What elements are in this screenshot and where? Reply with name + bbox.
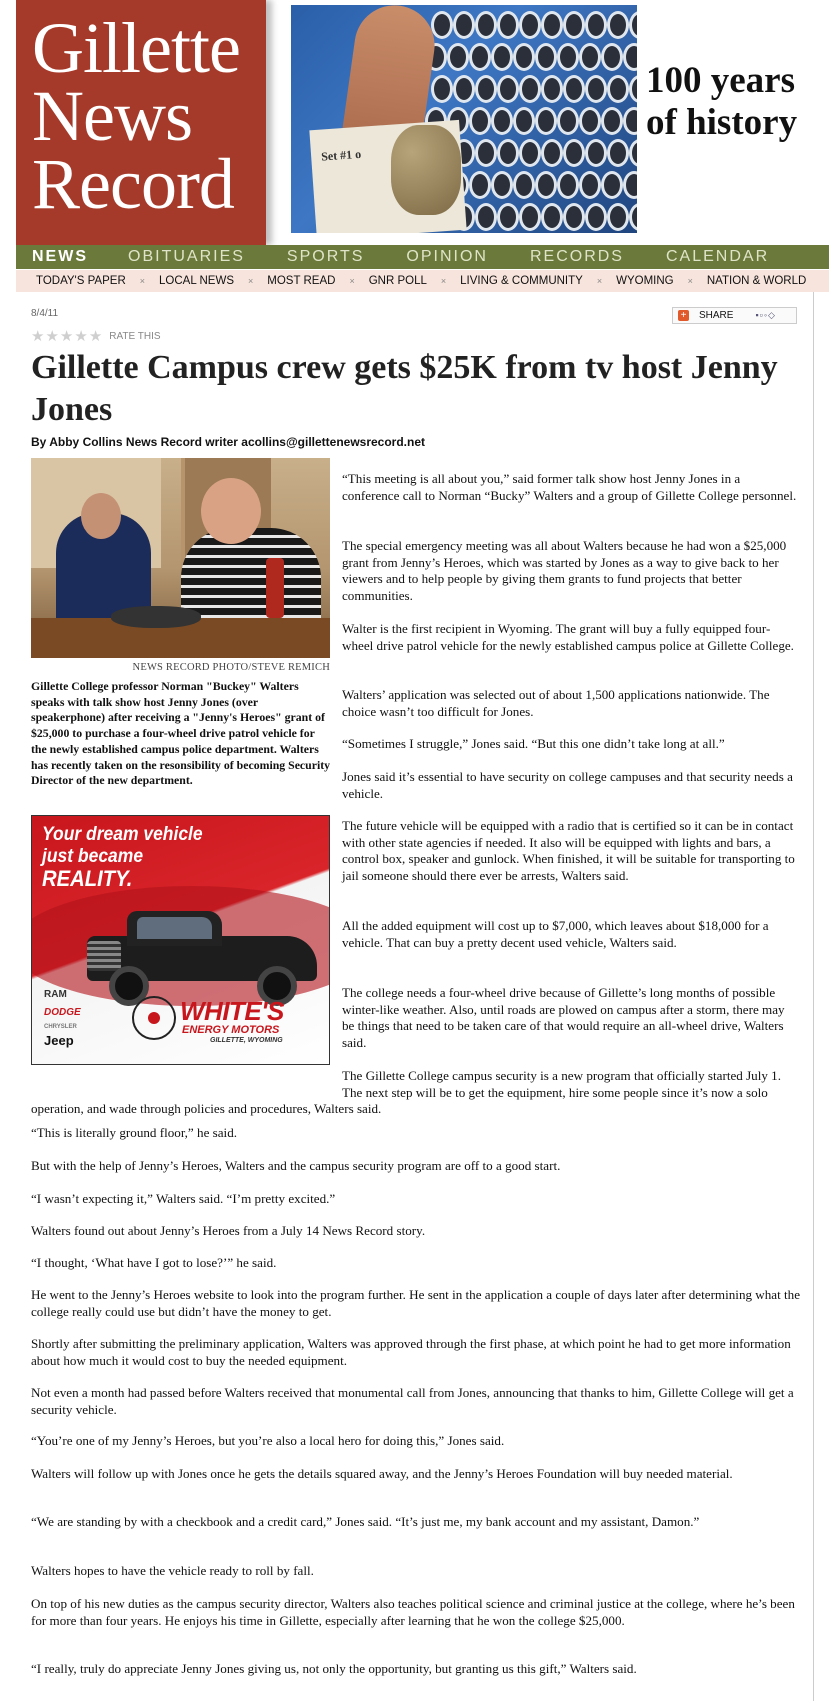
coin-shape xyxy=(601,107,623,135)
coin-shape xyxy=(491,107,513,135)
coin-shape xyxy=(563,75,585,103)
article-paragraph: Walters found out about Jenny’s Heroes from a July 14 News Record story. xyxy=(31,1223,426,1238)
rate-label: RATE THIS xyxy=(109,331,161,342)
coin-stack xyxy=(391,125,461,215)
article-paragraph: “I thought, ‘What have I got to lose?’” he said. xyxy=(31,1255,277,1270)
coin-shape xyxy=(623,43,637,71)
coin-shape xyxy=(579,171,601,199)
subnav-separator: × xyxy=(440,276,447,286)
subnav-separator: × xyxy=(349,276,355,286)
coin-shape xyxy=(491,171,513,199)
content-divider xyxy=(813,292,814,1701)
nav-obituaries[interactable]: OBITUARIES xyxy=(128,248,245,265)
article-paragraph: Shortly after submitting the preliminary application, Walters was approved through the first phase, at which point he had to get more information about how much it would cost to buy the needed equipment. xyxy=(31,1336,791,1368)
article-date: 8/4/11 xyxy=(31,308,59,319)
article-paragraph: The future vehicle will be equipped with a radio that is certified so it can be in contact with other state agencies if needed. It also will be equipped with lights and bars, a control box, speaker and gunlock. When finished, it will be suitable for transporting to jail someone should there ever be arrests, Walters said. xyxy=(342,818,795,883)
nav-sports[interactable]: SPORTS xyxy=(286,248,365,265)
coin-shape xyxy=(475,203,497,231)
article-photo[interactable] xyxy=(31,458,330,658)
article-byline: By Abby Collins News Record writer acollins@gillettenewsrecord.net xyxy=(31,435,426,449)
ad-headline-line: just became xyxy=(42,846,144,867)
coin-shape xyxy=(431,11,453,39)
nav-calendar[interactable]: CALENDAR xyxy=(665,248,770,265)
article-paragraph: Walter is the first recipient in Wyoming. The grant will buy a fully equipped four-wheel drive patrol vehicle for the newly established campus police at Gillette College. xyxy=(342,621,794,653)
coin-shape xyxy=(541,75,563,103)
coin-shape xyxy=(519,11,541,39)
nav-records[interactable]: RECORDS xyxy=(529,248,624,265)
share-button[interactable] xyxy=(672,307,797,324)
masthead xyxy=(0,0,829,245)
sub-nav xyxy=(16,270,829,292)
dealer-location: GILLETTE, WYOMING xyxy=(210,1037,283,1044)
coin-shape xyxy=(557,43,579,71)
coin-shape xyxy=(541,203,563,231)
social-services-icons: ▪▫◦◇ xyxy=(755,310,776,320)
coin-shape xyxy=(447,43,469,71)
article-paragraph: Walters will follow up with Jones once he gets the details squared away, and the Jenny’s Heroes Foundation will buy needed material. xyxy=(31,1466,733,1481)
site-logo[interactable] xyxy=(16,0,266,245)
star-icon[interactable]: ★ xyxy=(31,327,45,345)
tagline-line: 100 years xyxy=(646,60,795,101)
share-label: SHARE xyxy=(699,310,734,321)
coin-shape xyxy=(629,11,637,39)
coin-shape xyxy=(607,75,629,103)
coin-shape xyxy=(585,75,607,103)
article-paragraph: “This meeting is all about you,” said former talk show host Jenny Jones in a conference call to Norman “Bucky” Walters and a group of Gillette College personnel. xyxy=(342,471,797,503)
coin-shape xyxy=(563,203,585,231)
coin-shape xyxy=(607,203,629,231)
photo-person-left-head xyxy=(81,493,121,539)
photo-person-right-head xyxy=(201,478,261,544)
paper-flyer: Set #1 o xyxy=(309,120,466,233)
article-paragraph: He went to the Jenny’s Heroes website to look into the program further. He sent in the application a couple of days later after determining what the college really could use but didn’t have the money to get. xyxy=(31,1287,801,1319)
banner-photo xyxy=(291,5,637,233)
subnav-todays-paper[interactable]: TODAY'S PAPER xyxy=(36,275,126,287)
coin-shape xyxy=(497,139,519,167)
coin-shape xyxy=(563,11,585,39)
float-spacer xyxy=(31,1068,342,1101)
coin-shape xyxy=(629,139,637,167)
brand-ram: RAM xyxy=(44,989,67,1000)
article-paragraph: All the added equipment will cost up to $7,000, which leaves about $18,000 for a vehicle. That can buy a pretty decent used vehicle, Walters said. xyxy=(342,918,769,950)
article-paragraph: “I wasn’t expecting it,” Walters said. “I’m pretty excited.” xyxy=(31,1191,336,1206)
coin-shape xyxy=(497,75,519,103)
coin-shape xyxy=(535,171,557,199)
coin-shape xyxy=(579,107,601,135)
article-paragraph: “I really, truly do appreciate Jenny Jones giving us, not only the opportunity, but granting us this gift,” Walters said. xyxy=(31,1661,637,1676)
coin-shape xyxy=(623,107,637,135)
coin-shape xyxy=(453,75,475,103)
coin-shape xyxy=(579,43,601,71)
coin-shape xyxy=(607,139,629,167)
dealer-subtitle: ENERGY MOTORS xyxy=(182,1024,280,1036)
truck-image xyxy=(87,911,317,1006)
coin-shape xyxy=(585,11,607,39)
subnav-separator: × xyxy=(596,276,603,286)
brand-chrysler: CHRYSLER xyxy=(44,1024,77,1030)
ad-headline-line: REALITY. xyxy=(42,866,133,891)
coin-shape xyxy=(535,43,557,71)
subnav-separator: × xyxy=(248,276,254,286)
brand-dodge: DODGE xyxy=(44,1007,81,1018)
coin-shape xyxy=(629,203,637,231)
coin-shape xyxy=(469,171,491,199)
coin-shape xyxy=(607,11,629,39)
coin-shape xyxy=(469,43,491,71)
coin-shape xyxy=(497,11,519,39)
article-paragraph: Jones said it’s essential to have security on college campuses and that security needs a vehicle. xyxy=(342,769,793,801)
subnav-most-read[interactable]: MOST READ xyxy=(267,275,336,287)
subnav-local-news[interactable]: LOCAL NEWS xyxy=(159,275,234,287)
coin-shape xyxy=(557,107,579,135)
logo-line: Gillette xyxy=(32,8,240,88)
photo-credit: NEWS RECORD PHOTO/STEVE REMICH xyxy=(132,662,330,673)
coin-shape xyxy=(453,11,475,39)
coin-shape xyxy=(513,43,535,71)
article-headline: Gillette Campus crew gets $25K from tv host Jenny Jones xyxy=(31,349,778,428)
main-nav xyxy=(16,245,829,269)
subnav-separator: × xyxy=(687,276,693,286)
article-paragraph xyxy=(31,1068,801,1118)
article-paragraph: “We are standing by with a checkbook and a credit card,” Jones said. “It’s just me, my bank account and my assistant, Damon.” xyxy=(31,1514,700,1529)
subnav-living-community[interactable]: LIVING & COMMUNITY xyxy=(460,275,583,287)
coin-shape xyxy=(469,107,491,135)
coin-shape xyxy=(601,43,623,71)
coin-shape xyxy=(497,203,519,231)
truck-grille xyxy=(87,941,121,971)
coin-shape xyxy=(585,203,607,231)
atom-logo-icon xyxy=(132,996,176,1040)
article-paragraph: Walters’ application was selected out of about 1,500 applications nationwide. The choice wasn’t too difficult for Jones. xyxy=(342,687,770,719)
dealer-name: WHITE'S xyxy=(180,996,284,1026)
dealer-advertisement[interactable] xyxy=(31,815,330,1065)
star-icon[interactable]: ★ xyxy=(59,327,74,345)
tagline-line: of history xyxy=(646,102,798,143)
subnav-gnr-poll[interactable]: GNR POLL xyxy=(368,275,427,287)
coin-shape xyxy=(629,75,637,103)
article-paragraph: Not even a month had passed before Walters received that monumental call from Jones, announcing that thanks to him, Gillette College will get a security vehicle. xyxy=(31,1385,794,1417)
photo-caption: Gillette College professor Norman "Buckey" Walters speaks with talk show host Jenny Jones (over speakerphone) after receiving a "Jenny's Heroes" grant of $25,000 to purchase a four-wheel drive patrol vehicle for the newly established campus police department. Walters has recently taken on the resonsibility of becoming Security Director of the new department. xyxy=(31,679,331,788)
nav-news[interactable]: NEWS xyxy=(32,248,88,265)
star-icon[interactable]: ★ xyxy=(88,327,103,345)
coin-shape xyxy=(475,11,497,39)
speakerphone xyxy=(111,606,201,628)
article-paragraph: “This is literally ground floor,” he said. xyxy=(31,1125,238,1140)
logo-line: Record xyxy=(32,144,234,224)
photo-bottle xyxy=(266,558,284,618)
article-paragraph: But with the help of Jenny’s Heroes, Walters and the campus security program are off to a good start. xyxy=(31,1158,561,1173)
ad-headline-line: Your dream vehicle xyxy=(42,824,203,845)
article-paragraph: “You’re one of my Jenny’s Heroes, but you’re also a local hero for doing this,” Jones said. xyxy=(31,1433,505,1448)
coin-shape xyxy=(535,107,557,135)
coin-shape xyxy=(541,139,563,167)
coin-shape xyxy=(475,139,497,167)
article-paragraph: Walters hopes to have the vehicle ready to roll by fall. xyxy=(31,1563,314,1578)
coin-shape xyxy=(491,43,513,71)
coin-shape xyxy=(563,139,585,167)
coin-shape xyxy=(557,171,579,199)
logo-text xyxy=(32,8,240,224)
coin-shape xyxy=(431,75,453,103)
nav-opinion[interactable]: OPINION xyxy=(406,248,488,265)
coin-shape xyxy=(601,171,623,199)
coin-shape xyxy=(541,11,563,39)
coin-shape xyxy=(623,171,637,199)
coin-shape xyxy=(585,139,607,167)
subnav-wyoming[interactable]: WYOMING xyxy=(616,275,674,287)
coin-shape xyxy=(513,107,535,135)
star-rating[interactable] xyxy=(31,329,161,344)
tagline xyxy=(646,60,797,144)
article-paragraph: “Sometimes I struggle,” Jones said. “But this one didn’t take long at all.” xyxy=(342,736,725,751)
coin-shape xyxy=(519,75,541,103)
article-paragraph: The special emergency meeting was all about Walters because he had won a $25,000 grant from Jenny’s Heroes, which was started by Jones as a way to give back to her viewers and to help people by giving them grants to fund projects that better communities. xyxy=(342,538,787,603)
star-icon[interactable]: ★ xyxy=(45,327,59,345)
coin-shape xyxy=(475,75,497,103)
logo-line: News xyxy=(32,76,192,156)
coin-shape xyxy=(513,171,535,199)
article-paragraph-text: The Gillette College campus security is a new program that officially started July 1. The next step will be to get the equipment, hire some people since it’s now a solo operation, and wade through policies and procedures, Walters said. xyxy=(31,1068,782,1117)
plus-icon: + xyxy=(678,310,689,321)
subnav-nation-world[interactable]: NATION & WORLD xyxy=(706,275,807,287)
coin-shape xyxy=(519,203,541,231)
truck-window xyxy=(137,917,212,939)
article-paragraph: The college needs a four-wheel drive because of Gillette’s long months of possible winter-like weather. Also, until roads are plowed on campus after a storm, there may be things that need to be taken care of that would require an all-wheel drive, Walters said. xyxy=(342,985,785,1050)
coin-shape xyxy=(519,139,541,167)
ad-headline xyxy=(42,824,203,890)
article-paragraph: On top of his new duties as the campus security director, Walters also teaches political science and criminal justice at the college, where he’s been for more than four years. He enjoys his time in Gillette, especially after learning that he won the college $25,000. xyxy=(31,1596,795,1628)
subnav-separator: × xyxy=(139,276,146,286)
star-icon[interactable]: ★ xyxy=(74,327,88,345)
brand-jeep: Jeep xyxy=(44,1033,74,1048)
ad-brand-list xyxy=(44,986,81,1050)
